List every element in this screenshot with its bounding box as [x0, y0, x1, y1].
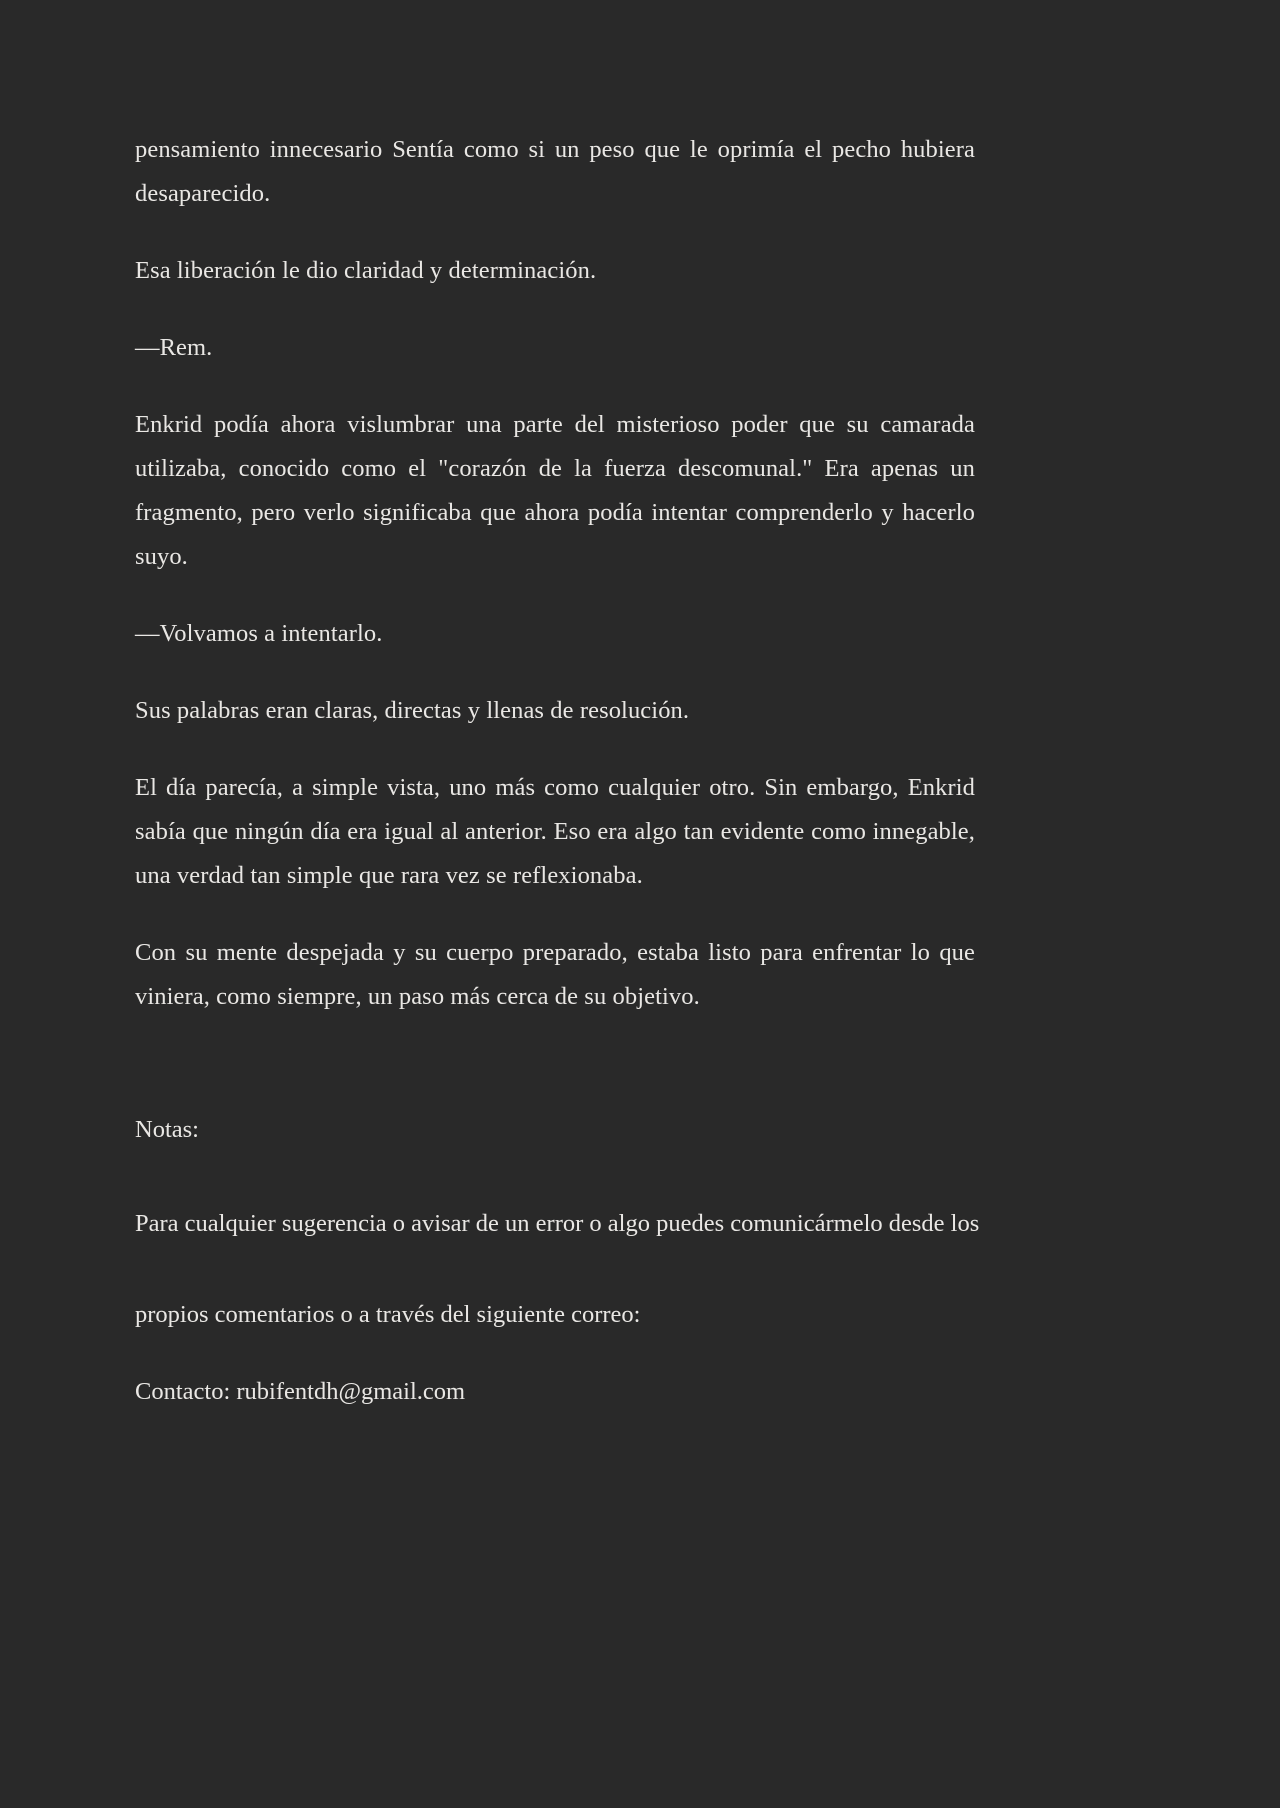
paragraph-1: Esa liberación le dio claridad y determinación.: [135, 257, 597, 284]
paragraph-3: Enkrid podía ahora vislumbrar una parte del misterioso poder que su camarada utilizaba, conocido como el "corazón de la fuerza descomunal." Era apenas un fragmento, pero verlo significaba que ahora podía intentar comprenderlo y hacerlo suyo.: [135, 411, 975, 570]
paragraph-0: pensamiento innecesario Sentía como si un peso que le oprimía el pecho hubiera desaparecido.: [135, 136, 975, 207]
notes-heading: Notas:: [135, 1116, 199, 1143]
story-text-block: [135, 128, 975, 1019]
paragraph-4-dialogue: —Volvamos a intentarlo.: [135, 620, 383, 647]
paragraph-5: Sus palabras eran claras, directas y llenas de resolución.: [135, 697, 690, 724]
paragraph-6: El día parecía, a simple vista, uno más como cualquier otro. Sin embargo, Enkrid sabía que ningún día era igual al anterior. Eso era algo tan evidente como innegable, una verdad tan simple que rara vez se reflexionaba.: [135, 774, 975, 889]
paragraph-7: Con su mente despejada y su cuerpo preparado, estaba listo para enfrentar lo que viniera, como siempre, un paso más cerca de su objetivo.: [135, 939, 975, 1010]
notes-contact-email: Contacto: rubifentdh@gmail.com: [135, 1378, 466, 1405]
paragraph-2-dialogue: —Rem.: [135, 334, 213, 361]
notes-block: [135, 1112, 980, 1412]
notes-line-2: propios comentarios o a través del siguiente correo:: [135, 1301, 641, 1328]
notes-line-1: Para cualquier sugerencia o avisar de un error o algo puedes comunicármelo desde los: [135, 1210, 980, 1237]
